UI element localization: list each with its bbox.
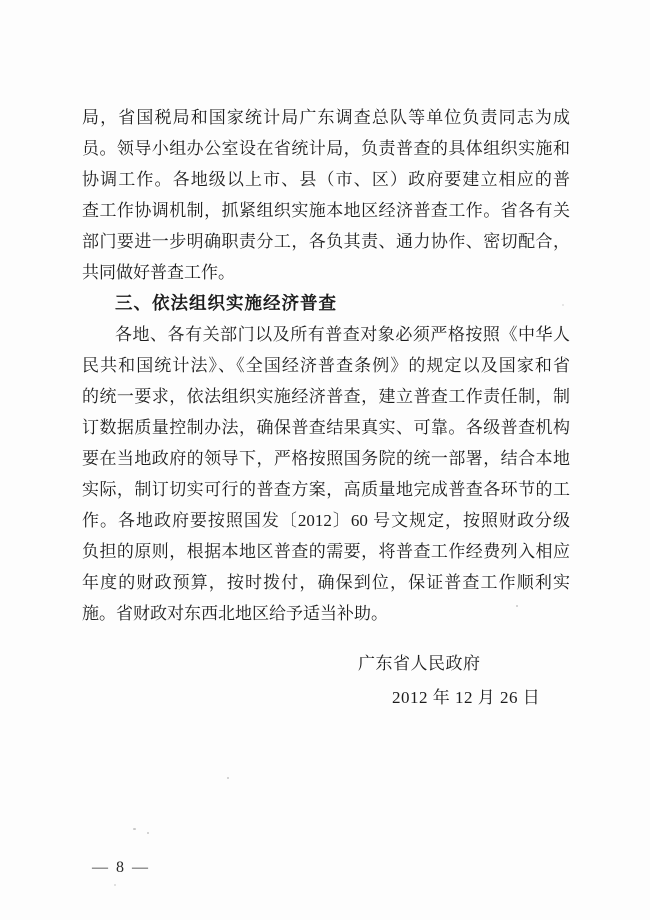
scan-speck xyxy=(114,884,116,886)
paragraph1-line: 共同做好普查工作。 xyxy=(82,263,235,282)
paragraph2-line: 要在当地政府的领导下，严格按照国务院的统一部署，结合本地 xyxy=(82,449,570,468)
scan-speck xyxy=(516,605,518,607)
scan-speck xyxy=(147,832,149,834)
paragraph2-line: 各地、各有关部门以及所有普查对象必须严格按照《中华人 xyxy=(115,325,570,344)
section-heading: 三、依法组织实施经济普查 xyxy=(115,293,337,313)
paragraph1-line: 协调工作。各地级以上市、县（市、区）政府要建立相应的普 xyxy=(82,170,570,189)
paragraph1-line: 部门要进一步明确职责分工，各负其责、通力协作、密切配合， xyxy=(82,232,570,251)
page-number: — 8 — xyxy=(92,859,150,876)
document-date: 2012 年 12 月 26 日 xyxy=(392,688,541,707)
paragraph2-line: 民共和国统计法》、《全国经济普查条例》的规定以及国家和省 xyxy=(82,356,570,375)
scan-speck xyxy=(227,777,229,779)
paragraph1-line: 查工作协调机制，抓紧组织实施本地区经济普查工作。省各有关 xyxy=(82,201,570,220)
issuing-authority-signature: 广东省人民政府 xyxy=(358,654,481,673)
paragraph2-line: 负担的原则，根据本地区普查的需要，将普查工作经费列入相应 xyxy=(82,542,570,561)
paragraph2-line: 作。各地政府要按照国发〔2012〕60 号文规定，按照财政分级 xyxy=(82,511,570,530)
paragraph2-line: 实际，制订切实可行的普查方案，高质量地完成普查各环节的工 xyxy=(82,480,570,499)
paragraph1-line: 局，省国税局和国家统计局广东调查总队等单位负责同志为成 xyxy=(82,108,570,127)
paragraph2-line: 订数据质量控制办法，确保普查结果真实、可靠。各级普查机构 xyxy=(82,418,570,437)
paragraph2-line: 的统一要求，依法组织实施经济普查，建立普查工作责任制，制 xyxy=(82,387,570,406)
scan-speck xyxy=(562,304,564,306)
paragraph2-line: 年度的财政预算，按时拨付，确保到位，保证普查工作顺利实 xyxy=(82,573,570,592)
paragraph1-line: 员。领导小组办公室设在省统计局，负责普查的具体组织实施和 xyxy=(82,139,570,158)
scan-speck xyxy=(133,828,136,830)
paragraph2-line: 施。省财政对东西北地区给予适当补助。 xyxy=(82,604,388,623)
document-body xyxy=(82,102,570,629)
